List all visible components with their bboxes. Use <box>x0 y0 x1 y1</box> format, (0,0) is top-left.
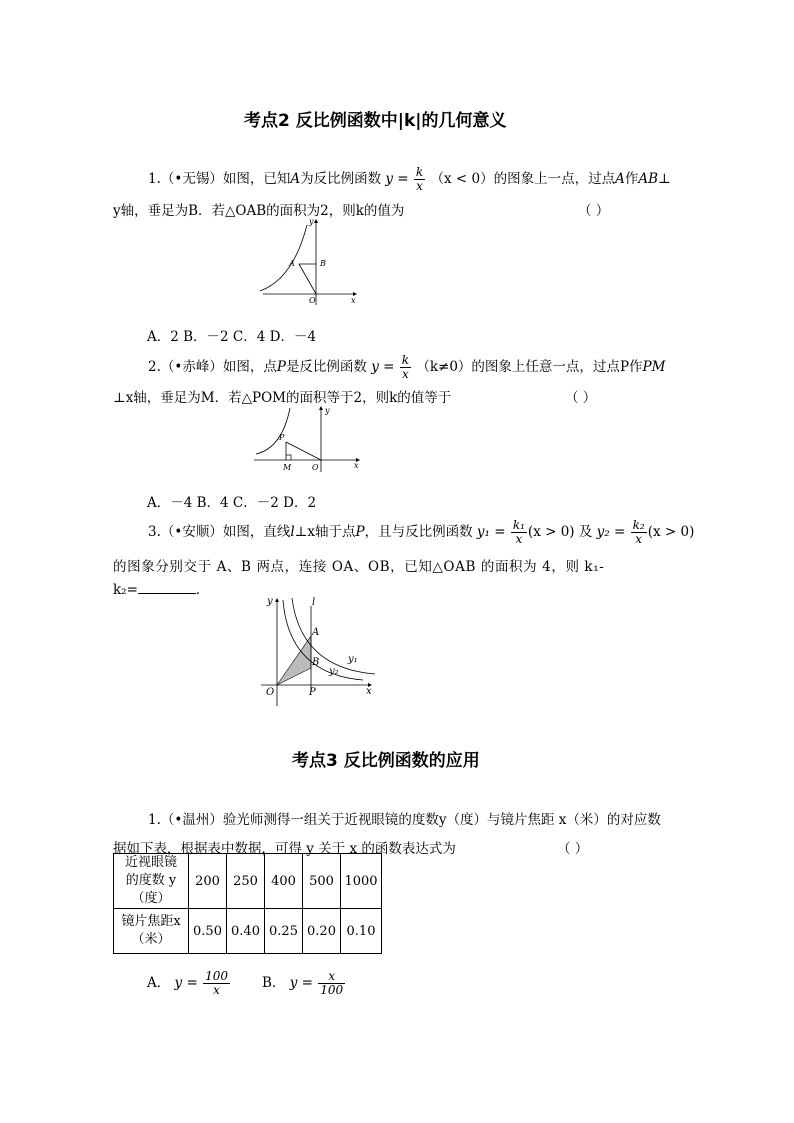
q2-label-P: P <box>279 433 285 442</box>
s3-q1-line2: 据如下表，根据表中数据，可得 y 关于 x 的函数表达式为 <box>113 841 456 857</box>
q2-func-lhs: y = <box>371 359 395 375</box>
q3-line3: k₂= ． <box>113 582 210 598</box>
table-row <box>114 909 382 954</box>
q3-y-arrow <box>275 598 279 602</box>
q3-fraction-1: $\frac{\text{k₁}}{x}$ <box>512 518 525 546</box>
q1-label-y: y <box>309 217 314 226</box>
q3-line2: 的图象分别交于 A、B 两点，连接 OA、OB，已知△OAB 的面积为 4，则 k₁- <box>113 559 605 575</box>
table-cell: 0.20 <box>303 909 341 954</box>
table-cell: 1000 <box>341 854 382 909</box>
q3-label-P: P <box>309 687 316 698</box>
q3-label-O: O <box>266 687 275 698</box>
q2-line2: ⊥x轴，垂足为M．若△POM的面积等于2，则k的值等于 <box>113 390 452 406</box>
q3-label-l: l <box>312 597 316 608</box>
q2-label-O: O <box>312 463 319 472</box>
q3-label-y1: y₁ <box>348 654 358 665</box>
q3-answer-blank <box>138 581 196 594</box>
q2-y-arrow <box>319 406 323 410</box>
q2-figure <box>250 404 365 476</box>
q1-label-A: A <box>289 259 295 268</box>
q2-label-M: M <box>283 463 292 472</box>
section2-title: 考点2 反比例函数中|k|的几何意义 <box>244 111 507 131</box>
q1-segment-OA <box>299 264 316 294</box>
table-cell: 0.25 <box>265 909 303 954</box>
q2-right-angle <box>286 455 291 460</box>
q3-figure <box>255 594 380 712</box>
q1-choices: A．2 B．－2 C．4 D．－4 <box>147 329 317 345</box>
q1-figure <box>255 215 365 307</box>
q3-label-A: A <box>312 627 320 638</box>
table-cell: 200 <box>189 854 227 909</box>
s3-q1-answer-paren: （ ） <box>557 841 589 857</box>
q1-y-arrow <box>314 219 318 223</box>
q1-label-O: O <box>309 296 316 305</box>
table-cell: 0.50 <box>189 909 227 954</box>
q2-line1: 2.（•赤峰）如图，点P是反比例函数 y = $\frac{k}{x}$ （k≠0）的图象上任意一点，过点P作PM <box>148 353 666 381</box>
table-cell: 500 <box>303 854 341 909</box>
q1-answer-paren: （ ） <box>578 203 610 219</box>
q3-line1: 3.（•安顺）如图，直线l⊥x轴于点P，且与反比例函数 y₁ = $\frac{\text{k₁}}{x}$ (x > 0) 及 y₂ = $\frac{\text{k₂}}{x}$ (x > 0) <box>148 518 695 546</box>
q1-label-B: B <box>320 259 326 268</box>
s3-q1-line1: 1.（•温州）验光师测得一组关于近视眼镜的度数y（度）与镜片焦距 x（米）的对应数 <box>148 812 661 828</box>
q2-fraction: $\frac{k}{x}$ <box>401 353 410 381</box>
table-cell: 0.40 <box>227 909 265 954</box>
table-cell: 0.10 <box>341 909 382 954</box>
q3-label-x: x <box>366 686 372 697</box>
s3-q1-choiceA: A． y = $\frac{100}{x}$ <box>147 969 228 997</box>
q3-f2-lhs: y₂ = <box>596 524 626 540</box>
q3-label-y: y <box>267 596 273 607</box>
q3-label-B: B <box>312 657 320 668</box>
q1-line1: 1.（•无锡）如图，已知A为反比例函数 y = $\frac{k}{x}$ （x < 0）的图象上一点，过点A作AB⊥ <box>148 165 671 193</box>
choiceB-fraction: $\frac{x}{100}$ <box>320 969 344 997</box>
q2-answer-paren: （ ） <box>565 390 597 406</box>
q1-curve <box>260 225 307 291</box>
q2-curve <box>256 408 290 454</box>
table-cell: 400 <box>265 854 303 909</box>
q3-f1-lhs: y₁ = <box>476 524 506 540</box>
s3-q1-choiceB: B． y = $\frac{x}{100}$ <box>262 969 344 997</box>
q3-fraction-2: $\frac{\text{k₂}}{x}$ <box>632 518 645 546</box>
q1-line2: y轴，垂足为B．若△OAB的面积为2，则k的值为 <box>113 203 405 219</box>
section3-title: 考点3 反比例函数的应用 <box>292 751 480 771</box>
data-table <box>113 853 382 954</box>
table-row <box>114 854 382 909</box>
q2-choices: A．－4 B．4 C．－2 D．2 <box>147 495 317 511</box>
q1-fraction: $\frac{k}{x}$ <box>415 165 424 193</box>
choiceA-fraction: $\frac{100}{x}$ <box>205 969 228 997</box>
table-head-degree: 近视眼镜 的度数 y （度） <box>114 854 189 909</box>
q2-label-x: x <box>354 461 359 470</box>
table-cell: 250 <box>227 854 265 909</box>
q2-label-y: y <box>325 406 330 415</box>
q3-shaded-triangle <box>277 636 311 685</box>
q3-label-y2: y₂ <box>329 666 339 677</box>
q1-label-x: x <box>351 296 356 305</box>
q1-func-lhs: y = <box>385 171 409 187</box>
table-head-focal: 镜片焦距x （米） <box>114 909 189 954</box>
